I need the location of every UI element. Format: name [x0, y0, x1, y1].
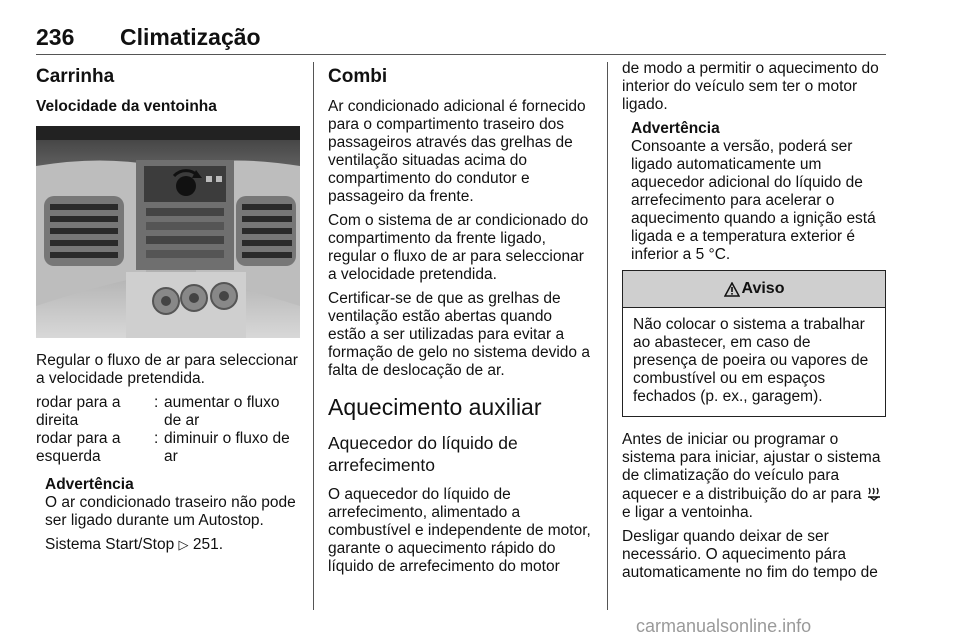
warning-triangle-icon: [724, 282, 740, 297]
reference-line: [36, 536, 300, 554]
paragraph: de modo a permitir o aquecimento do interior do veículo sem ter o motor ligado.: [622, 60, 879, 113]
paragraph: O aquecedor do líquido de arrefecimento, alimentado a combustível e independente de motor, garante o aquecimento rápido do líquido de arrefecimento do motor: [328, 486, 591, 575]
paragraph-part: Antes de iniciar ou programar o sistema para iniciar, ajustar o sistema de climatização do veículo para aquecer e a distribuição do ar para: [622, 431, 881, 503]
warning-title: Aviso: [741, 280, 785, 297]
warning-header: [623, 271, 885, 308]
column-middle: [328, 60, 594, 582]
paragraph-part: e ligar a ventoinha.: [622, 504, 753, 521]
note-block: [36, 476, 300, 530]
column-divider: [313, 62, 314, 610]
table-term: rodar para a esquerda: [36, 430, 121, 465]
note-block: [622, 120, 886, 264]
column-left: [36, 60, 300, 560]
table-sep: :: [154, 394, 159, 411]
note-text: Consoante a versão, poderá ser ligado automaticamente um aquecedor adicional do líquido de arrefecimento para acelerar o aquecimento quando a ignição está ligada e a temperatura exterior é inferior a 5 °C.: [631, 138, 876, 263]
paragraph: [622, 431, 886, 522]
note-text: O ar condicionado traseiro não pode ser ligado durante um Autostop.: [45, 494, 296, 529]
column-right: [622, 60, 886, 588]
reference-text: Sistema Start/Stop: [45, 536, 175, 553]
note-title: Advertência: [45, 476, 134, 493]
page-title: Climatização: [120, 24, 261, 50]
paragraph: Desligar quando deixar de ser necessário. O aquecimento pára automaticamente no fim do tempo de: [622, 528, 878, 581]
column-divider: [607, 62, 608, 610]
reference-page[interactable]: 251.: [192, 536, 224, 553]
table-sep: :: [154, 430, 159, 447]
table-def: diminuir o fluxo de ar: [164, 430, 290, 465]
warning-text: Não colocar o sistema a trabalhar ao abastecer, em caso de presença de poeira ou vapores de combustível ou em espaços fechados (p. ex., garagem).: [633, 316, 869, 405]
note-title: Advertência: [631, 120, 720, 137]
arrow-ref-icon: ▷: [178, 537, 189, 552]
paragraph: Certificar-se de que as grelhas de ventilação estão abertas quando estão a ser utilizadas para evitar a formação de gelo no sistema devido a falta de deslocação de ar.: [328, 290, 590, 379]
paragraph: Com o sistema de ar condicionado do compartimento da frente ligado, regular o fluxo de ar para seleccionar a velocidade pretendida.: [328, 212, 589, 283]
footwell-heat-icon: [866, 485, 882, 501]
warning-box: [622, 270, 886, 417]
table-def: aumentar o fluxo de ar: [164, 394, 280, 429]
paragraph: Ar condicionado adicional é fornecido para o compartimento traseiro dos passageiros através das grelhas de ventilação situadas acima do compartimento do condutor e passageiro da frente.: [328, 98, 586, 205]
subsection-heading: Velocidade da ventoinha: [36, 98, 217, 115]
table-term: rodar para a direita: [36, 394, 121, 429]
watermark: carmanualsonline.info: [636, 616, 812, 636]
caption-text: Regular o fluxo de ar para seleccionar a velocidade pretendida.: [36, 352, 298, 387]
section-heading: Carrinha: [36, 66, 115, 87]
dashboard-photo: [36, 126, 300, 338]
section-heading: Combi: [328, 66, 388, 87]
section-title: Aquecimento auxiliar: [328, 394, 542, 420]
subsection-title: Aquecedor do líquido de arrefecimento: [328, 433, 518, 475]
definition-table: [36, 394, 300, 466]
page-number: 236: [36, 24, 75, 50]
page-header: [36, 24, 886, 55]
